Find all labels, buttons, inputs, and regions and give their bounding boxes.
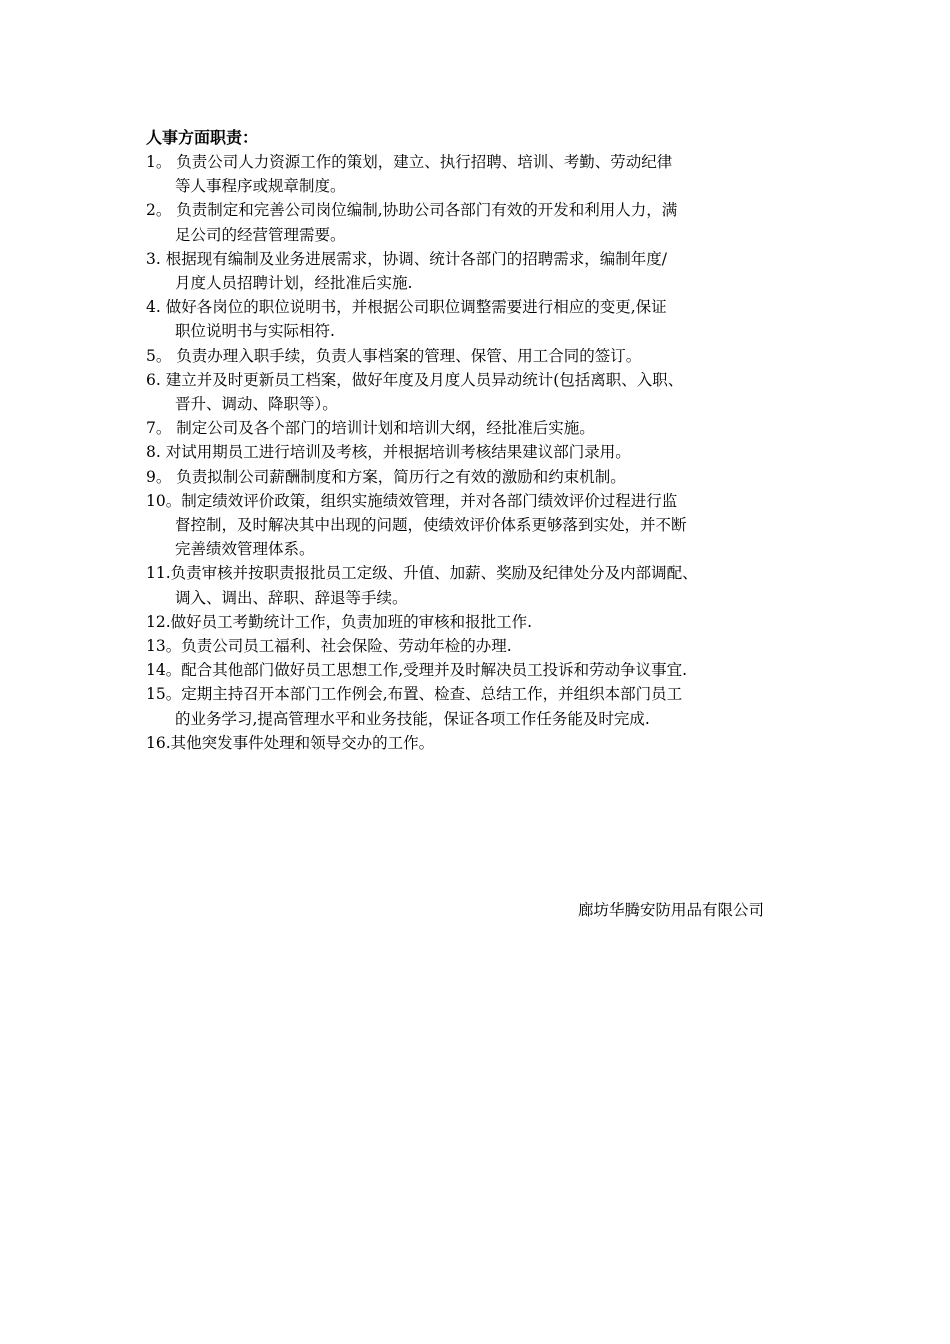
list-item-line: 4. 做好各岗位的职位说明书，并根据公司职位调整需要进行相应的变更,保证	[146, 298, 667, 317]
list-item	[146, 416, 826, 440]
list-item-line: 的业务学习,提高管理水平和业务技能，保证各项工作任务能及时完成.	[175, 709, 650, 728]
list-item-line: 1。 负责公司人力资源工作的策划，建立、执行招聘、培训、考勤、劳动纪律	[146, 153, 673, 171]
list-item-line: 等人事程序或规章制度。	[175, 177, 346, 196]
list-item-line: 7。 制定公司及各个部门的培训计划和培训大纲，经批准后实施。	[146, 419, 595, 438]
list-item-line: 足公司的经营管理需要。	[175, 225, 346, 244]
list-item-line: 12.做好员工考勤统计工作，负责加班的审核和报批工作.	[146, 612, 533, 631]
list-item-line: 14。配合其他部门做好员工思想工作,受理并及时解决员工投诉和劳动争议事宜.	[146, 661, 688, 680]
list-item-line: 督控制，及时解决其中出现的问题，使绩效评价体系更够落到实处，并不断	[175, 516, 687, 535]
list-item-line: 9。 负责拟制公司薪酬制度和方案，简历行之有效的激励和约束机制。	[146, 467, 626, 486]
list-item	[146, 682, 826, 730]
list-item-line: 月度人员招聘计划，经批准后实施.	[175, 274, 413, 293]
list-item-line: 8. 对试用期员工进行培训及考核，并根据培训考核结果建议部门录用。	[146, 443, 631, 462]
list-item-line: 13。负责公司员工福利、社会保险、劳动年检的办理.	[146, 637, 512, 656]
list-item-line: 完善绩效管理体系。	[175, 540, 315, 559]
list-item	[146, 247, 826, 295]
list-item	[146, 198, 826, 246]
list-item-line: 3. 根据现有编制及业务进展需求，协调、统计各部门的招聘需求，编制年度/	[146, 249, 667, 268]
list-item-line: 11.负责审核并按职责报批员工定级、升值、加薪、奖励及纪律处分及内部调配、	[146, 564, 698, 583]
list-item-line: 10。制定绩效评价政策，组织实施绩效管理，并对各部门绩效评价过程进行监	[146, 491, 678, 510]
list-item-line: 16.其他突发事件处理和领导交办的工作。	[146, 733, 435, 752]
company-signature: 廊坊华腾安防用品有限公司	[578, 901, 765, 919]
list-item	[146, 731, 826, 755]
list-item	[146, 344, 826, 368]
list-item-line: 职位说明书与实际相符.	[175, 322, 335, 341]
list-item	[146, 489, 826, 562]
list-item	[146, 610, 826, 634]
list-item-line: 2。 负责制定和完善公司岗位编制,协助公司各部门有效的开发和利用人力，满	[146, 201, 678, 220]
list-item-line: 5。 负责办理入职手续，负责人事档案的管理、保管、用工合同的签订。	[146, 346, 642, 365]
list-item-line: 15。定期主持召开本部门工作例会,布置、检查、总结工作，并组织本部门员工	[146, 685, 683, 704]
duty-list	[146, 150, 826, 755]
list-item-line: 调入、调出、辞职、辞退等手续。	[175, 588, 408, 607]
list-item	[146, 465, 826, 489]
list-item-line: 晋升、调动、降职等）。	[175, 395, 338, 414]
list-item	[146, 440, 826, 464]
list-item	[146, 561, 826, 609]
section-title: 人事方面职责：	[146, 128, 259, 147]
list-item	[146, 658, 826, 682]
list-item	[146, 150, 826, 198]
list-item	[146, 634, 826, 658]
list-item-line: 6. 建立并及时更新员工档案，做好年度及月度人员异动统计(包括离职、入职、	[146, 370, 684, 389]
list-item	[146, 295, 826, 343]
list-item	[146, 368, 826, 416]
